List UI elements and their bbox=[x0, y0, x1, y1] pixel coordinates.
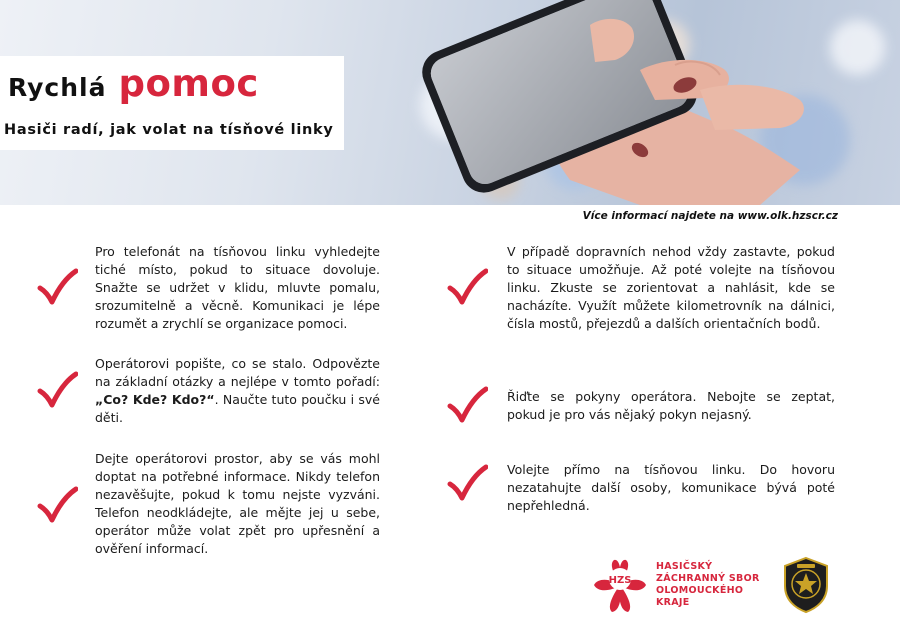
checkmark-icon bbox=[446, 464, 488, 502]
tip-left-2-before: Operátorovi popište, co se stalo. Odpovězte na základní otázky a nejlépe v tomto pořadí: bbox=[95, 356, 380, 389]
tip-right-2-text: Řiďte se pokyny operátora. Nebojte se zeptat, pokud je pro vás nějaký pokyn nejasný. bbox=[507, 389, 835, 422]
title-black: Rychlá bbox=[8, 73, 107, 102]
tip-left-2-text bbox=[95, 355, 380, 427]
tip-right-1-text: V případě dopravních nehod vždy zastavte, pokud to situace umožňuje. Až poté volejte na tísňovou linku. Zkuste se zorientovat a nahlásit, kde se nacházíte. Využít můžete kilometrovník na dálnici, čísla mostů, přejezdů a dalších orientačních bodů. bbox=[507, 244, 835, 331]
checkmark-icon bbox=[446, 386, 488, 424]
info-link[interactable]: Více informací najdete na www.olk.hzscr.cz bbox=[582, 210, 838, 222]
tip-left-2-after: . Naučte tuto poučku i své děti. bbox=[95, 392, 380, 425]
tip-left-3-text: Dejte operátorovi prostor, aby se vás mohl doptat na potřebné informace. Nikdy telefon nezavěšujte, pokud k tomu nejste vyzváni. Telefon neodkládejte, ale mějte jej u sebe, operátor může volat zpět pro upřesnění a ověření informací. bbox=[95, 451, 380, 556]
title-red: pomoc bbox=[118, 62, 259, 105]
org-line: KRAJE bbox=[656, 597, 690, 608]
org-line: OLOMOUCKÉHO bbox=[656, 585, 744, 596]
tip-left-2 bbox=[95, 355, 380, 427]
fire-brigade-badge bbox=[781, 556, 831, 614]
checkmark-icon bbox=[446, 268, 488, 306]
organization-name bbox=[656, 561, 760, 609]
tip-right-2 bbox=[507, 388, 835, 424]
page-title bbox=[8, 62, 259, 105]
tip-right-3 bbox=[507, 461, 835, 515]
tip-left-3 bbox=[95, 450, 380, 558]
hzs-flower-logo bbox=[590, 555, 650, 615]
checkmark-icon bbox=[36, 371, 78, 409]
checkmark-icon bbox=[36, 486, 78, 524]
hand-with-phone-illustration bbox=[340, 0, 900, 205]
checkmark-icon bbox=[36, 268, 78, 306]
tip-right-1 bbox=[507, 243, 835, 333]
org-line: HASIČSKÝ bbox=[656, 561, 713, 572]
tip-left-1 bbox=[95, 243, 380, 333]
title-card bbox=[0, 56, 344, 150]
logo-text: HZS bbox=[608, 575, 632, 586]
tip-left-1-text: Pro telefonát na tísňovou linku vyhledejte tiché místo, pokud to situace dovoluje. Snažte se udržet v klidu, mluvte pomalu, srozumitelně a věcně. Komunikaci je lépe rozumět a zrychlí se organizace pomoci. bbox=[95, 244, 380, 331]
tip-left-2-highlight: „Co? Kde? Kdo?“ bbox=[95, 392, 215, 407]
page-subtitle: Hasiči radí, jak volat na tísňové linky bbox=[4, 122, 334, 138]
tip-right-3-text: Volejte přímo na tísňovou linku. Do hovoru nezatahujte další osoby, komunikace bývá poté nepřehledná. bbox=[507, 462, 835, 513]
org-line: ZÁCHRANNÝ SBOR bbox=[656, 573, 760, 584]
